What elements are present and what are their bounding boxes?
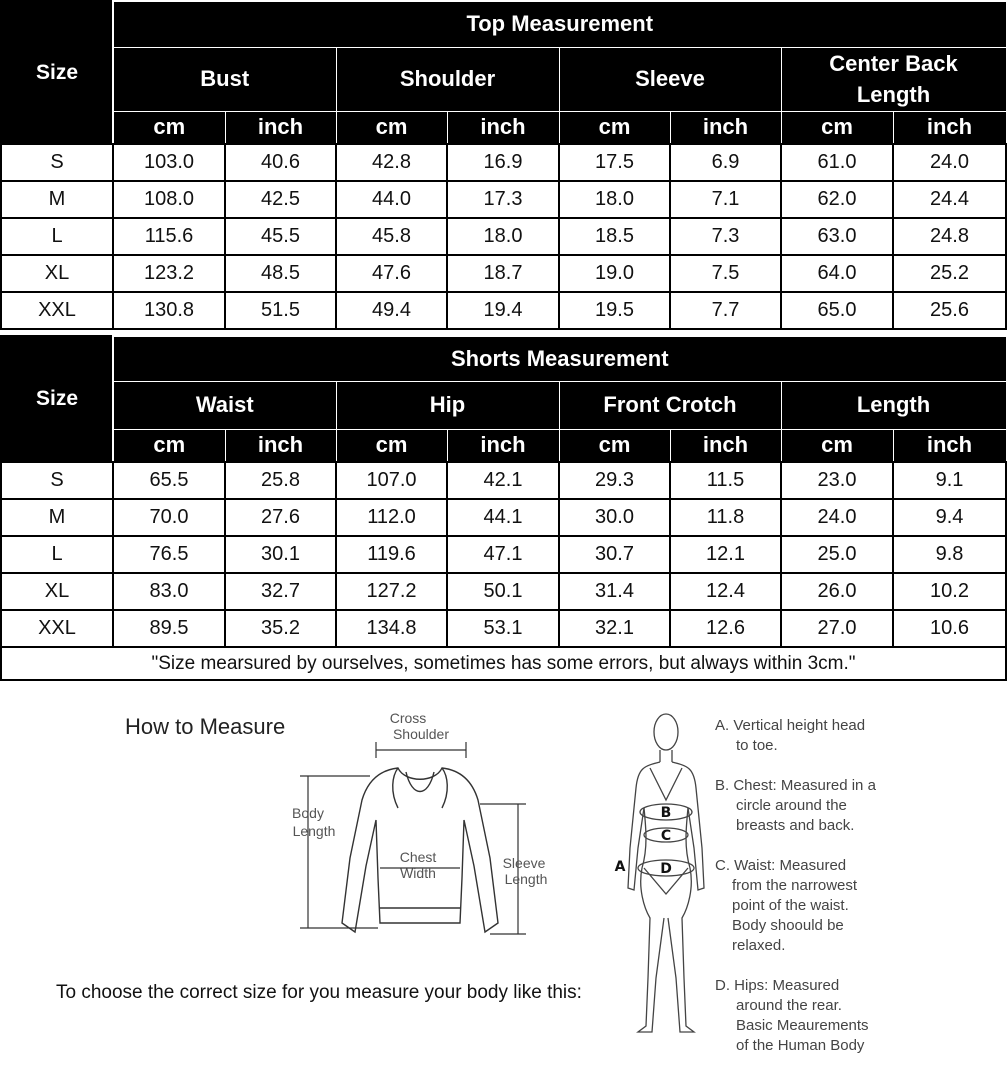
size-cell: XL — [1, 255, 113, 292]
unit-header: inch — [893, 429, 1006, 462]
value-cell: 50.1 — [447, 573, 559, 610]
value-cell: 64.0 — [781, 255, 893, 292]
unit-header: inch — [225, 111, 336, 144]
value-cell: 44.0 — [336, 181, 447, 218]
value-cell: 48.5 — [225, 255, 336, 292]
value-cell: 107.0 — [336, 462, 447, 499]
value-cell: 24.0 — [893, 144, 1006, 181]
label-d: D — [660, 861, 672, 877]
size-cell: M — [1, 499, 113, 536]
note-line: point of the waist. — [732, 897, 849, 914]
size-cell: L — [1, 536, 113, 573]
table-row — [1, 144, 1006, 181]
value-cell: 9.1 — [893, 462, 1006, 499]
how-to-measure-title: How to Measure — [125, 714, 286, 739]
value-cell: 32.1 — [559, 610, 670, 647]
value-cell: 62.0 — [781, 181, 893, 218]
value-cell: 70.0 — [113, 499, 225, 536]
note-b — [715, 776, 876, 836]
table-row — [1, 573, 1006, 610]
value-cell: 53.1 — [447, 610, 559, 647]
value-cell: 24.0 — [781, 499, 893, 536]
unit-header: cm — [781, 111, 893, 144]
note-c — [715, 856, 857, 956]
unit-header: cm — [113, 429, 225, 462]
value-cell: 25.6 — [893, 292, 1006, 329]
value-cell: 31.4 — [559, 573, 670, 610]
value-cell: 23.0 — [781, 462, 893, 499]
value-cell: 65.0 — [781, 292, 893, 329]
value-cell: 6.9 — [670, 144, 781, 181]
unit-header: cm — [559, 111, 670, 144]
unit-header: inch — [225, 429, 336, 462]
cross-shoulder-label: Cross — [389, 710, 427, 726]
note-line: B. Chest: Measured in a — [715, 777, 876, 794]
value-cell: 25.8 — [225, 462, 336, 499]
value-cell: 11.5 — [670, 462, 781, 499]
table-row — [1, 499, 1006, 536]
group-header: Sleeve — [559, 47, 781, 111]
value-cell: 27.0 — [781, 610, 893, 647]
note-line: to toe. — [736, 737, 778, 754]
value-cell: 45.8 — [336, 218, 447, 255]
note-line: relaxed. — [732, 937, 786, 954]
value-cell: 7.3 — [670, 218, 781, 255]
value-cell: 12.4 — [670, 573, 781, 610]
chest-width-label: Chest — [399, 849, 437, 865]
table-row — [1, 610, 1006, 647]
value-cell: 49.4 — [336, 292, 447, 329]
size-cell: M — [1, 181, 113, 218]
size-header: Size — [1, 1, 113, 144]
value-cell: 103.0 — [113, 144, 225, 181]
value-cell: 108.0 — [113, 181, 225, 218]
note-line: Body shoould be — [732, 917, 844, 934]
shirt-diagram — [280, 708, 580, 978]
value-cell: 30.7 — [559, 536, 670, 573]
note-line: around the rear. — [736, 997, 842, 1014]
top-table-body — [1, 144, 1006, 329]
chest-width-label: Width — [400, 865, 436, 881]
value-cell: 11.8 — [670, 499, 781, 536]
unit-header: inch — [447, 429, 559, 462]
group-header: Length — [781, 381, 1006, 429]
unit-header: cm — [113, 111, 225, 144]
value-cell: 40.6 — [225, 144, 336, 181]
group-header: Hip — [336, 381, 559, 429]
unit-row — [1, 111, 1006, 144]
value-cell: 19.5 — [559, 292, 670, 329]
value-cell: 24.4 — [893, 181, 1006, 218]
size-cell: XXL — [1, 292, 113, 329]
table-title: Top Measurement — [113, 1, 1006, 47]
value-cell: 30.1 — [225, 536, 336, 573]
value-cell: 18.0 — [559, 181, 670, 218]
unit-header: inch — [447, 111, 559, 144]
note-line: of the Human Body — [736, 1037, 865, 1054]
body-length-label: Body — [292, 805, 324, 821]
group-header: Shoulder — [336, 47, 559, 111]
value-cell: 17.3 — [447, 181, 559, 218]
value-cell: 18.5 — [559, 218, 670, 255]
value-cell: 19.4 — [447, 292, 559, 329]
group-header: Front Crotch — [559, 381, 781, 429]
value-cell: 12.1 — [670, 536, 781, 573]
value-cell: 25.2 — [893, 255, 1006, 292]
note-line: C. Waist: Measured — [715, 857, 847, 874]
value-cell: 24.8 — [893, 218, 1006, 255]
value-cell: 65.5 — [113, 462, 225, 499]
group-header: Center Back Length — [781, 47, 1006, 111]
value-cell: 42.5 — [225, 181, 336, 218]
note-line: A. Vertical height head — [715, 717, 866, 734]
value-cell: 10.2 — [893, 573, 1006, 610]
size-cell: XXL — [1, 610, 113, 647]
size-cell: S — [1, 462, 113, 499]
value-cell: 89.5 — [113, 610, 225, 647]
value-cell: 134.8 — [336, 610, 447, 647]
value-cell: 63.0 — [781, 218, 893, 255]
value-cell: 7.1 — [670, 181, 781, 218]
label-a: A — [614, 859, 626, 875]
table-title: Shorts Measurement — [113, 336, 1006, 381]
value-cell: 123.2 — [113, 255, 225, 292]
value-cell: 9.4 — [893, 499, 1006, 536]
value-cell: 112.0 — [336, 499, 447, 536]
value-cell: 42.1 — [447, 462, 559, 499]
unit-header: cm — [781, 429, 893, 462]
top-measurement-table — [0, 0, 1007, 330]
value-cell: 25.0 — [781, 536, 893, 573]
table-row — [1, 292, 1006, 329]
value-cell: 18.7 — [447, 255, 559, 292]
label-b: B — [660, 805, 672, 821]
table-row — [1, 255, 1006, 292]
shorts-table-body — [1, 462, 1006, 647]
unit-row — [1, 429, 1006, 462]
value-cell: 130.8 — [113, 292, 225, 329]
value-cell: 47.6 — [336, 255, 447, 292]
note-a — [715, 716, 865, 756]
group-header: Bust — [113, 47, 336, 111]
value-cell: 10.6 — [893, 610, 1006, 647]
size-cell: S — [1, 144, 113, 181]
unit-header: inch — [670, 111, 781, 144]
value-cell: 29.3 — [559, 462, 670, 499]
note-line: Basic Meaurements — [736, 1017, 869, 1034]
value-cell: 17.5 — [559, 144, 670, 181]
value-cell: 26.0 — [781, 573, 893, 610]
value-cell: 7.7 — [670, 292, 781, 329]
sleeve-length-label: Sleeve — [502, 855, 546, 871]
shorts-measurement-table — [0, 335, 1007, 681]
table-row — [1, 536, 1006, 573]
value-cell: 32.7 — [225, 573, 336, 610]
unit-header: cm — [336, 429, 447, 462]
value-cell: 115.6 — [113, 218, 225, 255]
unit-header: cm — [336, 111, 447, 144]
value-cell: 9.8 — [893, 536, 1006, 573]
value-cell: 16.9 — [447, 144, 559, 181]
size-cell: L — [1, 218, 113, 255]
table-row — [1, 181, 1006, 218]
note-line: breasts and back. — [736, 817, 855, 834]
value-cell: 61.0 — [781, 144, 893, 181]
measurement-note: "Size mearsured by ourselves, sometimes has some errors, but always within 3cm." — [1, 647, 1006, 680]
value-cell: 30.0 — [559, 499, 670, 536]
value-cell: 44.1 — [447, 499, 559, 536]
unit-header: inch — [670, 429, 781, 462]
value-cell: 35.2 — [225, 610, 336, 647]
size-cell: XL — [1, 573, 113, 610]
note-line: circle around the — [736, 797, 847, 814]
value-cell: 7.5 — [670, 255, 781, 292]
value-cell: 19.0 — [559, 255, 670, 292]
group-header: Waist — [113, 381, 336, 429]
value-cell: 76.5 — [113, 536, 225, 573]
value-cell: 127.2 — [336, 573, 447, 610]
sleeve-length-label: Length — [504, 871, 548, 887]
value-cell: 18.0 — [447, 218, 559, 255]
value-cell: 51.5 — [225, 292, 336, 329]
value-cell: 119.6 — [336, 536, 447, 573]
cross-shoulder-label: Shoulder — [392, 726, 450, 742]
note-line: from the narrowest — [732, 877, 858, 894]
value-cell: 83.0 — [113, 573, 225, 610]
value-cell: 42.8 — [336, 144, 447, 181]
unit-header: inch — [893, 111, 1006, 144]
note-line: D. Hips: Measured — [715, 977, 840, 994]
note-d — [715, 976, 869, 1056]
table-row — [1, 218, 1006, 255]
body-length-label: Length — [292, 823, 336, 839]
how-to-measure-section — [0, 690, 1008, 1066]
table-row — [1, 462, 1006, 499]
label-c: C — [660, 828, 672, 844]
body-figure — [608, 708, 708, 1048]
value-cell: 45.5 — [225, 218, 336, 255]
unit-header: cm — [559, 429, 670, 462]
value-cell: 47.1 — [447, 536, 559, 573]
value-cell: 12.6 — [670, 610, 781, 647]
instruction-text: To choose the correct size for you measure your body like this: — [56, 982, 582, 1003]
value-cell: 27.6 — [225, 499, 336, 536]
size-header: Size — [1, 336, 113, 462]
